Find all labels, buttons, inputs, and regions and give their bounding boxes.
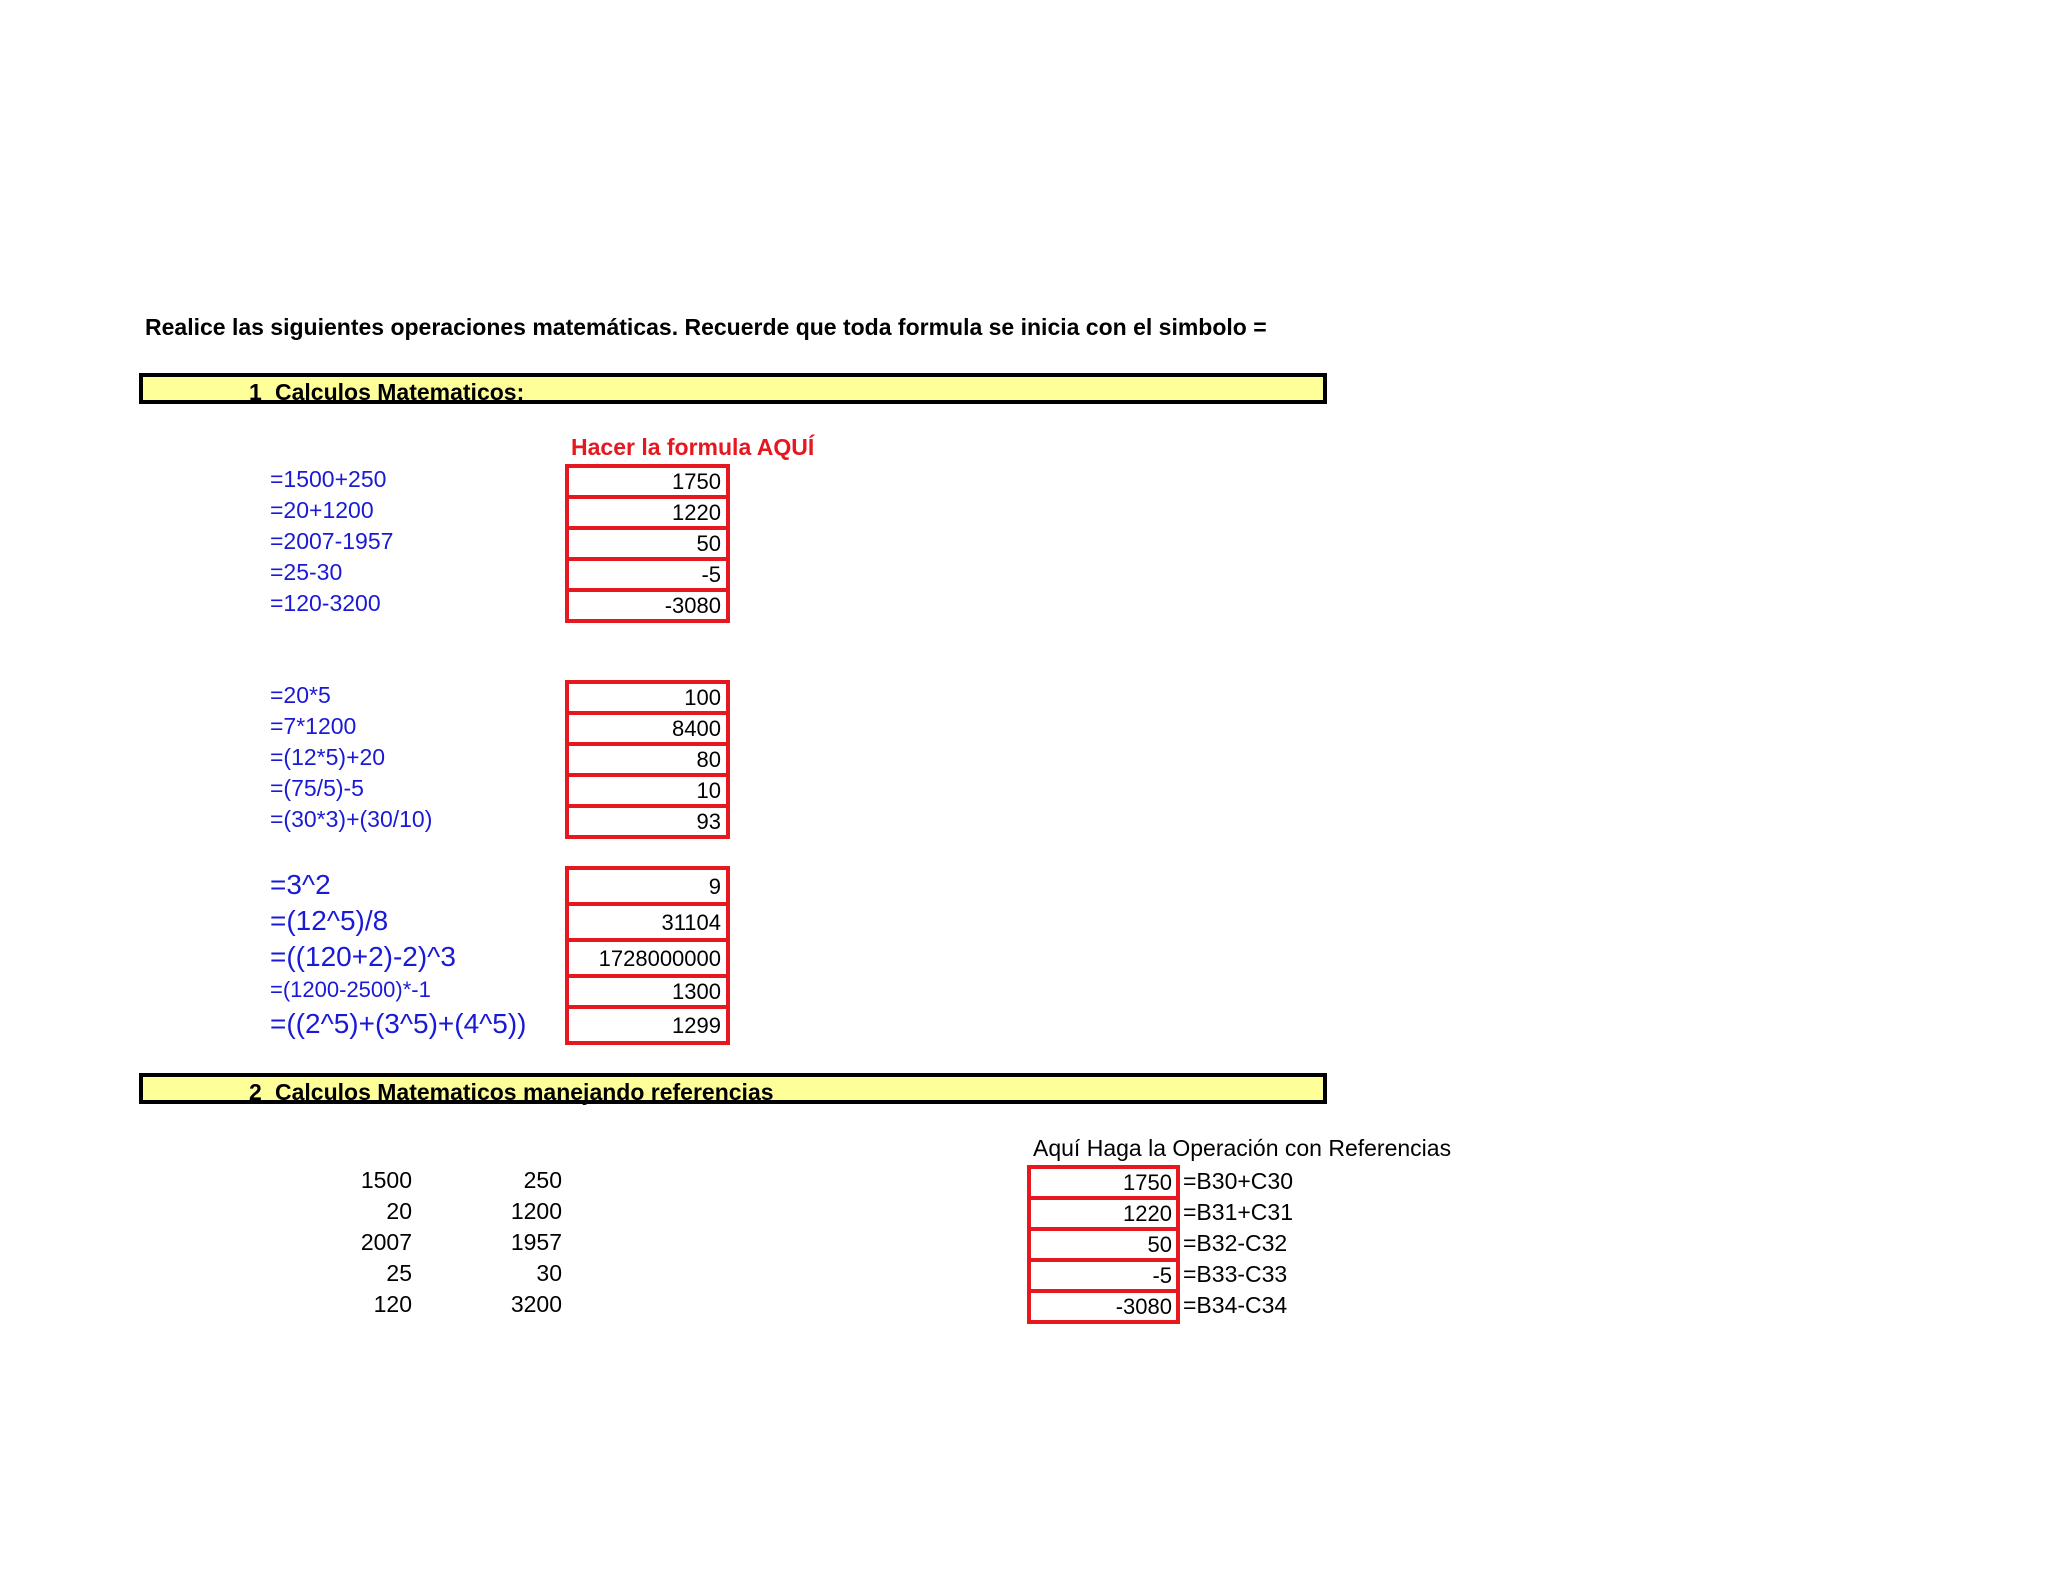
cell-value[interactable]: 1200: [510, 1198, 562, 1224]
result-cell[interactable]: 50: [569, 530, 726, 561]
result-cell[interactable]: -5: [1031, 1262, 1176, 1293]
cell-value[interactable]: 3200: [510, 1291, 562, 1317]
result-cells-group-3: [565, 866, 730, 1045]
formula-label: =(12^5)/8: [270, 905, 389, 936]
cell-value[interactable]: 20: [386, 1198, 412, 1224]
result-cell[interactable]: 8400: [569, 715, 726, 746]
formula-label: =120-3200: [270, 590, 381, 616]
cell-value[interactable]: 120: [373, 1291, 412, 1317]
result-cell[interactable]: 80: [569, 746, 726, 777]
cell-value[interactable]: 1957: [510, 1229, 562, 1255]
result-column-header: Hacer la formula AQUÍ: [571, 434, 815, 460]
formula-label: =2007-1957: [270, 528, 394, 554]
result-cell[interactable]: 1750: [1031, 1169, 1176, 1200]
result-cell[interactable]: -3080: [1031, 1293, 1176, 1324]
result-cell[interactable]: 10: [569, 777, 726, 808]
formula-label: =((2^5)+(3^5)+(4^5)): [270, 1008, 527, 1039]
formula-label: =25-30: [270, 559, 343, 585]
reference-formula: =B32-C32: [1183, 1230, 1288, 1256]
section-2-header: [139, 1073, 1327, 1104]
column-c-values: [480, 1165, 562, 1320]
reference-formulas: [1183, 1166, 1293, 1321]
result-cell[interactable]: 50: [1031, 1231, 1176, 1262]
reference-formula: =B33-C33: [1183, 1261, 1288, 1287]
instruction-text: Realice las siguientes operaciones matemáticas. Recuerde que toda formula se inicia con el simbolo =: [145, 314, 1267, 340]
cell-value[interactable]: 2007: [360, 1229, 412, 1255]
formula-label: =20+1200: [270, 497, 374, 523]
formula-label: =(12*5)+20: [270, 744, 386, 770]
formula-label: =(75/5)-5: [270, 775, 364, 801]
formula-label: =7*1200: [270, 713, 357, 739]
reference-formula: =B34-C34: [1183, 1292, 1288, 1318]
formula-label: =3^2: [270, 869, 331, 900]
section-title: Calculos Matematicos manejando referencias: [275, 1079, 774, 1105]
section-title: Calculos Matematicos:: [275, 379, 525, 405]
result-cell[interactable]: -3080: [569, 592, 726, 623]
reference-result-header: Aquí Haga la Operación con Referencias: [1033, 1135, 1452, 1161]
section-number: 1: [249, 379, 262, 405]
reference-formula: =B31+C31: [1183, 1199, 1293, 1225]
result-cell[interactable]: 1300: [569, 978, 726, 1009]
result-cells-group-2: [565, 680, 730, 839]
column-b-values: [330, 1165, 412, 1320]
formula-label: =((120+2)-2)^3: [270, 941, 456, 972]
formula-label: =(1200-2500)*-1: [270, 977, 431, 1002]
result-cell[interactable]: 1299: [569, 1009, 726, 1045]
result-cell[interactable]: 93: [569, 808, 726, 839]
cell-value[interactable]: 1500: [360, 1167, 412, 1193]
reference-result-cells: [1027, 1165, 1180, 1324]
section-1-header: [139, 373, 1327, 404]
reference-formula: =B30+C30: [1183, 1168, 1293, 1194]
cell-value[interactable]: 30: [536, 1260, 562, 1286]
result-cell[interactable]: 100: [569, 684, 726, 715]
formula-label: =(30*3)+(30/10): [270, 806, 433, 832]
result-cell[interactable]: 9: [569, 870, 726, 906]
result-cell[interactable]: 1750: [569, 468, 726, 499]
result-cell[interactable]: 31104: [569, 906, 726, 942]
formula-label: =1500+250: [270, 466, 387, 492]
section-number: 2: [249, 1079, 262, 1105]
result-cell[interactable]: -5: [569, 561, 726, 592]
formula-label: =20*5: [270, 682, 331, 708]
cell-value[interactable]: 25: [386, 1260, 412, 1286]
result-cell[interactable]: 1220: [569, 499, 726, 530]
result-cell[interactable]: 1220: [1031, 1200, 1176, 1231]
result-cell[interactable]: 1728000000: [569, 942, 726, 978]
result-cells-group-1: [565, 464, 730, 623]
cell-value[interactable]: 250: [523, 1167, 562, 1193]
